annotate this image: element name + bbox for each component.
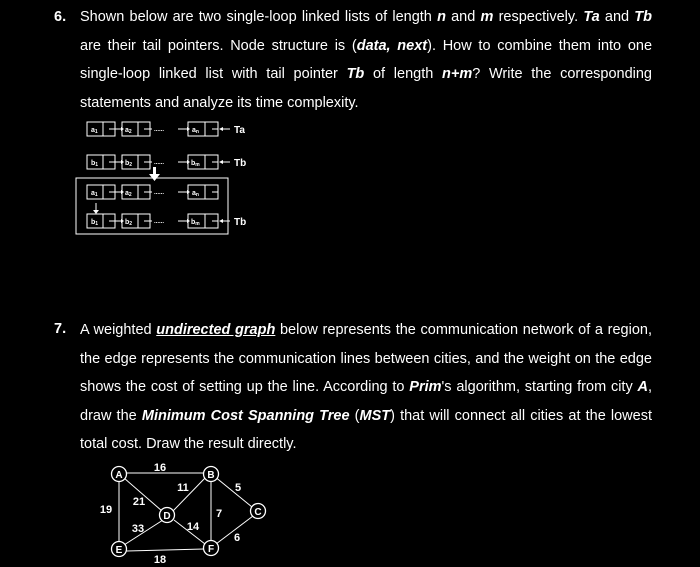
text-run: A (637, 379, 648, 395)
edge-weight-BF: 7 (215, 508, 223, 520)
text-run: ). How to combine them into one single-loop linked list with tail pointer (80, 37, 653, 82)
text-run: respectively. (493, 9, 584, 25)
text-run: Minimum Cost Spanning Tree (141, 407, 350, 424)
question-text (80, 316, 652, 459)
text-run: below represents the communication network of a region, the edge represents the communication lines between cities, and the weight on the edge shows the cost of setting up the line. According to (80, 322, 652, 395)
svg-text:a2: a2 (125, 190, 132, 198)
svg-text:......: ...... (154, 190, 165, 196)
weighted-graph (95, 460, 275, 565)
text-run: ( (349, 407, 360, 424)
text-run: are their tail pointers. Node structure is ( (80, 37, 357, 54)
text-run: and (445, 9, 481, 25)
edge-weight-DE: 33 (131, 523, 145, 535)
text-run: A weighted (80, 322, 157, 338)
node-A: A (115, 470, 123, 481)
linked-list-diagram (60, 115, 290, 240)
node-D: D (163, 511, 171, 522)
question-number: 6. (54, 9, 67, 25)
node-E: E (115, 545, 123, 556)
text-run: Tb (634, 9, 652, 25)
edge-weight-AB: 16 (153, 462, 167, 474)
text-run: Shown below are two single-loop linked lists of length (80, 9, 438, 25)
svg-text:bm: bm (191, 219, 200, 227)
edge-weight-BD: 11 (177, 482, 189, 494)
edge-weight-DF: 14 (186, 521, 200, 533)
dots: ...... (154, 127, 165, 133)
text-run: of length (364, 66, 442, 82)
node-F: F (207, 544, 215, 555)
edge-weight-AD: 21 (132, 496, 146, 508)
question-text (80, 3, 652, 117)
text-run: Ta (583, 9, 600, 25)
text-run: , draw the (80, 379, 653, 424)
text-run: ) that will connect all cities at the lowest total cost. Draw the result directly. (80, 407, 652, 452)
node-b1: b1 (91, 160, 99, 168)
text-run: and (599, 9, 635, 25)
text-run: Prim (409, 379, 442, 395)
node-a1: a1 (91, 127, 98, 135)
tail-pointer-tb: Tb (234, 158, 247, 169)
svg-text:b2: b2 (125, 219, 133, 227)
tail-pointer-ta: Ta (234, 125, 245, 136)
text-run: data, next (356, 37, 428, 54)
edge-weight-AE: 19 (99, 504, 113, 516)
question-number: 7. (54, 321, 67, 337)
node-a2: a2 (125, 127, 132, 135)
text-run: n+m (442, 66, 473, 82)
svg-text:......: ...... (154, 160, 165, 166)
text-run: ? Write the corresponding statements and analyze its time complexity. (80, 66, 652, 111)
text-run: 's algorithm, starting from city (441, 379, 638, 395)
node-b2: b2 (125, 160, 133, 168)
svg-text:a1: a1 (91, 190, 98, 198)
tail-pointer-tb-merged: Tb (234, 217, 247, 228)
node-bm: bm (191, 160, 200, 168)
edge-weight-CF: 6 (233, 532, 241, 544)
node-B: B (207, 470, 215, 481)
svg-text:......: ...... (154, 219, 165, 225)
svg-text:b1: b1 (91, 219, 99, 227)
text-run: MST (359, 407, 391, 424)
edge-weight-BC: 5 (234, 482, 242, 494)
svg-text:an: an (192, 190, 199, 198)
text-run: undirected graph (156, 322, 276, 338)
node-an: an (192, 127, 199, 135)
text-run: n (437, 9, 446, 25)
text-run: Tb (346, 66, 365, 82)
edge-weight-EF: 18 (153, 554, 167, 565)
node-C: C (254, 507, 262, 518)
text-run: m (480, 9, 494, 25)
